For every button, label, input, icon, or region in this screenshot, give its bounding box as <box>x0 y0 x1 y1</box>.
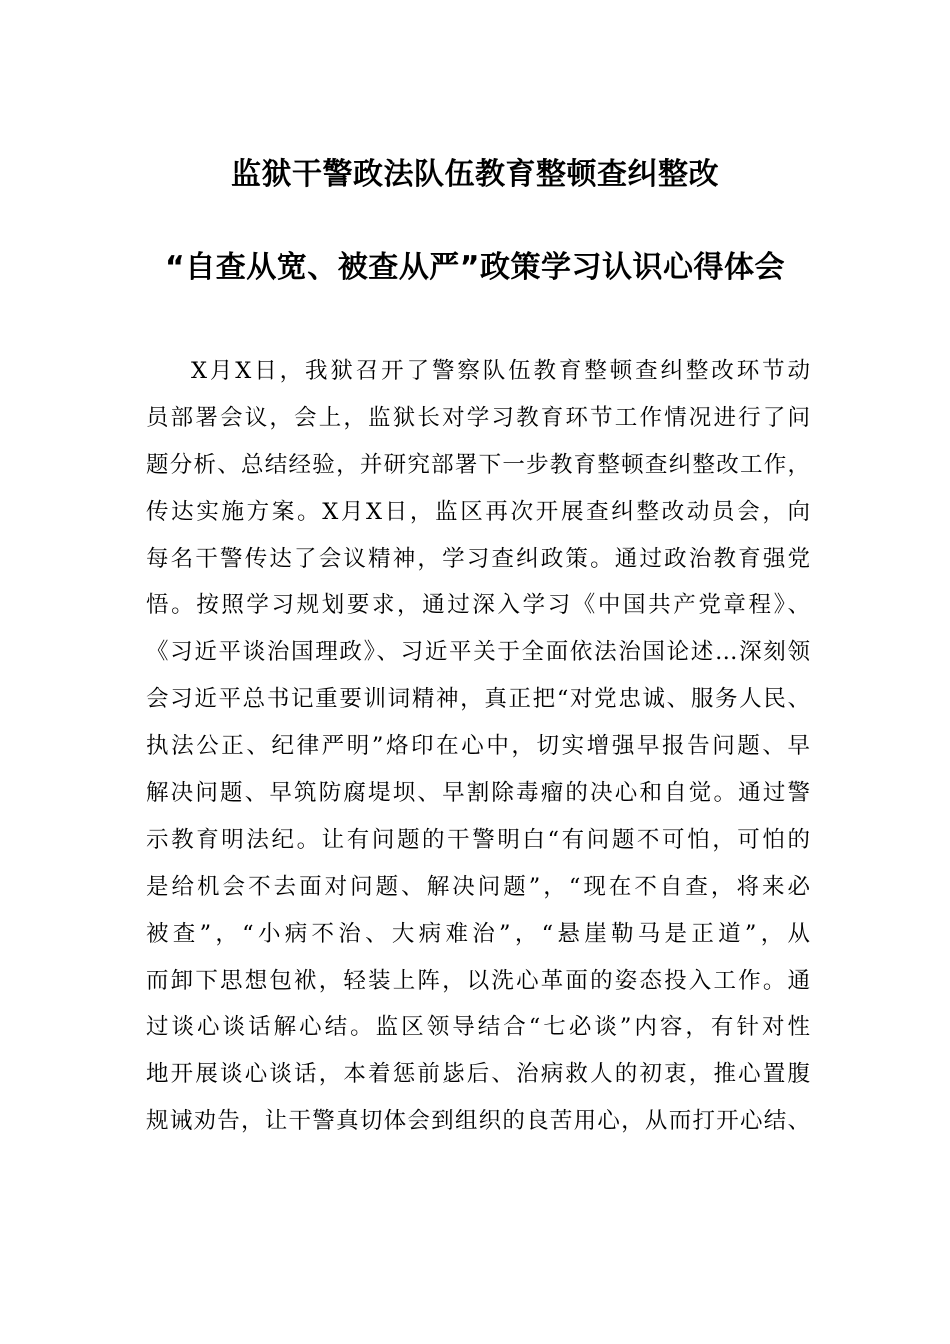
body-line: 每名干警传达了会议精神，学习查纠政策。通过政治教育强党 <box>146 545 810 572</box>
body-line: 地开展谈心谈话，本着惩前毖后、治病救人的初衷，推心置腹 <box>146 1061 810 1088</box>
body-line: 《习近平谈治国理政》、习近平关于全面依法治国论述…深刻领 <box>146 639 810 666</box>
body-line: 规诫劝告，让干警真切体会到组织的良苦用心，从而打开心结、 <box>146 1108 810 1135</box>
body-line: X月X日，我狱召开了警察队伍教育整顿查纠整改环节动 <box>191 358 810 384</box>
body-line: 题分析、总结经验，并研究部署下一步教育整顿查纠整改工作， <box>146 451 810 478</box>
document-title-line-1: 监狱干警政法队伍教育整顿查纠整改 <box>231 157 719 192</box>
body-line: 会习近平总书记重要训词精神，真正把“对党忠诚、服务人民、 <box>146 686 810 713</box>
body-line: 过谈心谈话解心结。监区领导结合“七必谈”内容，有针对性 <box>146 1014 810 1041</box>
body-line: 是给机会不去面对问题、解决问题”，“现在不自查，将来必 <box>146 873 810 900</box>
body-line: 解决问题、早筑防腐堤坝、早割除毒瘤的决心和自觉。通过警 <box>146 780 810 807</box>
document-title-line-2: “自查从宽、被查从严”政策学习认识心得体会 <box>165 250 785 285</box>
body-line: 而卸下思想包袱，轻装上阵，以洗心革面的姿态投入工作。通 <box>146 967 810 994</box>
document-body <box>146 348 810 1145</box>
body-line: 传达实施方案。X月X日，监区再次开展查纠整改动员会，向 <box>146 498 810 525</box>
body-line: 员部署会议，会上，监狱长对学习教育环节工作情况进行了问 <box>146 404 810 431</box>
body-line: 示教育明法纪。让有问题的干警明白“有问题不可怕，可怕的 <box>146 826 810 853</box>
body-line: 被查”，“小病不治、大病难治”，“悬崖勒马是正道”，从 <box>146 920 810 947</box>
body-line: 执法公正、纪律严明”烙印在心中，切实增强早报告问题、早 <box>146 733 810 760</box>
body-line: 悟。按照学习规划要求，通过深入学习《中国共产党章程》、 <box>146 592 810 619</box>
